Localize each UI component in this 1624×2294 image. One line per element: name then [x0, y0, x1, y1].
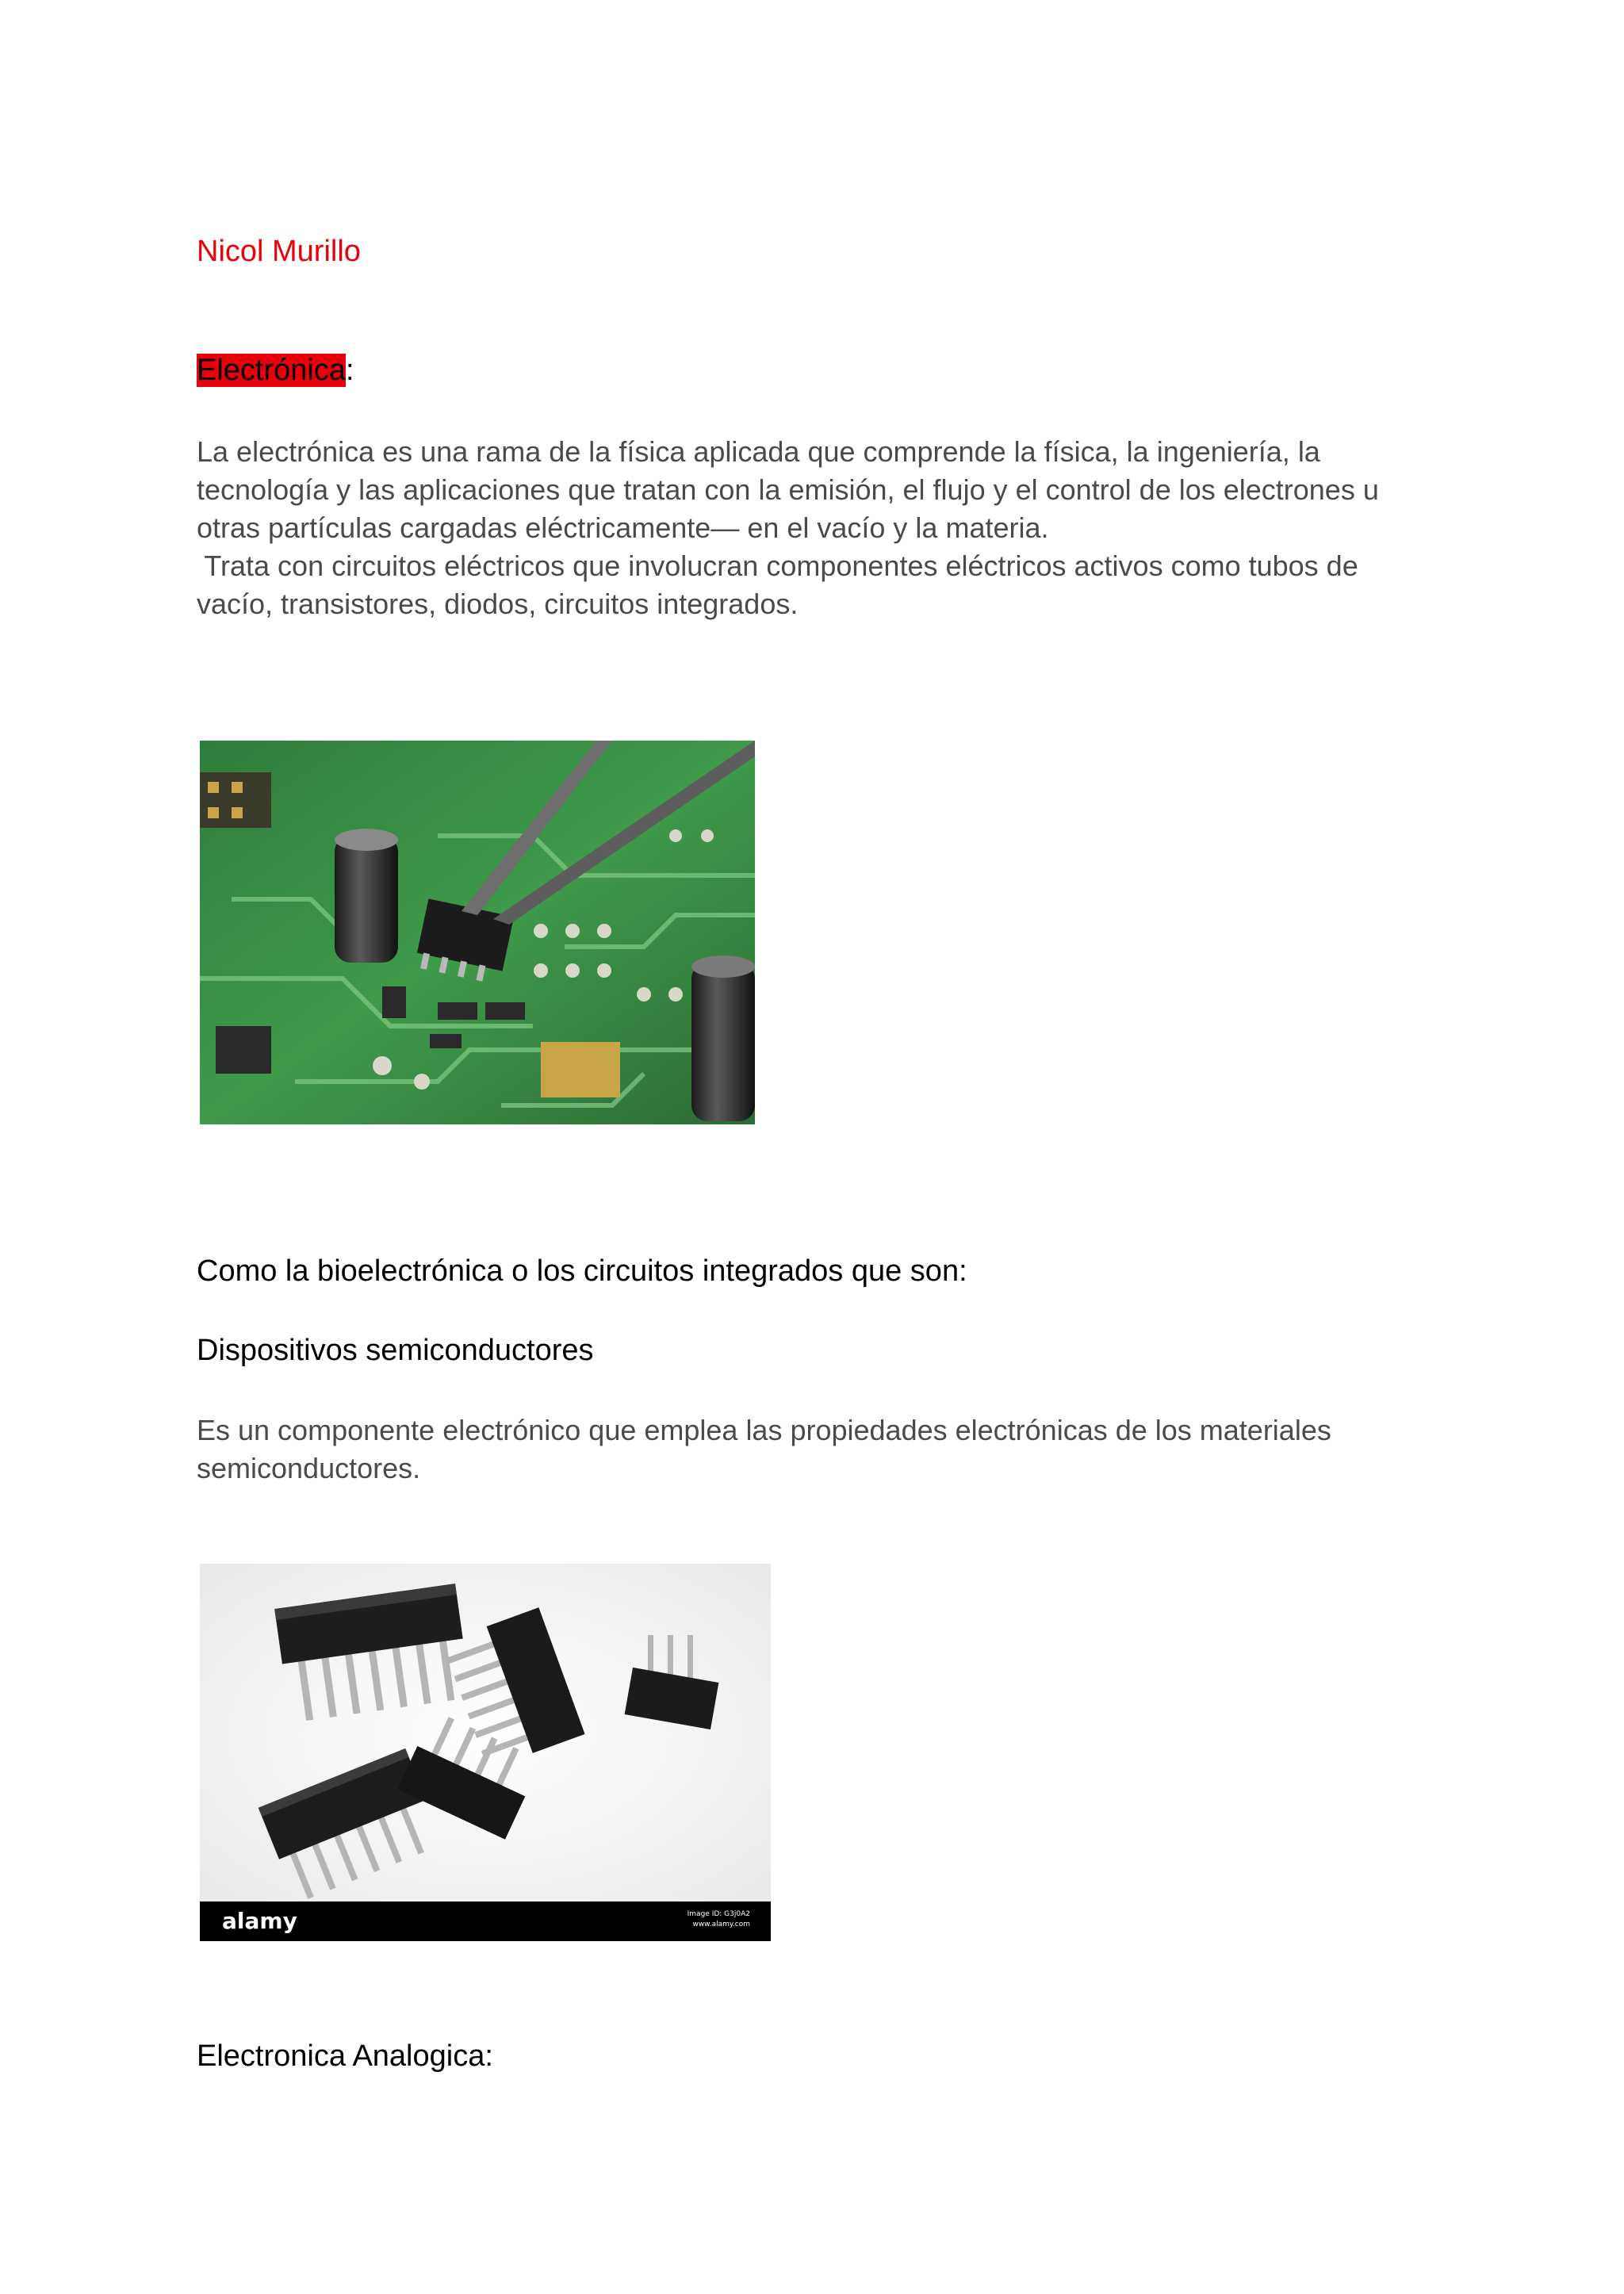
heading-colon: : — [345, 354, 354, 387]
intro-paragraph — [197, 433, 1434, 623]
section-heading-electronica — [197, 354, 354, 388]
semiconductor-paragraph — [197, 1411, 1434, 1488]
watermark-info — [688, 1909, 750, 1930]
stock-photo-watermark-bar — [200, 1901, 771, 1941]
circuit-board-photo — [200, 741, 755, 1124]
paragraph-line: vacío, transistores, diodos, circuitos integrados. — [197, 588, 799, 620]
alamy-logo: alamy — [222, 1908, 297, 1934]
author-name: Nicol Murillo — [197, 235, 361, 268]
paragraph-line: Trata con circuitos eléctricos que involucran componentes eléctricos activos como tubos de — [197, 550, 1358, 582]
subheading-semiconductores: Dispositivos semiconductores — [197, 1334, 594, 1367]
paragraph-line: tecnología y las aplicaciones que tratan con la emisión, el flujo y el control de los electrones u — [197, 473, 1379, 506]
watermark-image-id: Image ID: G3j0A2 — [687, 1910, 750, 1918]
watermark-site: www.alamy.com — [692, 1921, 750, 1928]
subheading-bioelectronica: Como la bioelectrónica o los circuitos integrados que son: — [197, 1254, 967, 1288]
paragraph-line: otras partículas cargadas eléctricamente— en el vacío y la materia. — [197, 511, 1049, 544]
integrated-circuits-photo — [200, 1564, 771, 1944]
paragraph-line: La electrónica es una rama de la física aplicada que comprende la física, la ingeniería, la — [197, 435, 1320, 468]
paragraph-line: Es un componente electrónico que emplea las propiedades electrónicas de los materiales — [197, 1414, 1331, 1446]
paragraph-line: semiconductores. — [197, 1452, 421, 1484]
subheading-electronica-analogica: Electronica Analogica: — [197, 2039, 493, 2073]
highlighted-heading-text: Electrónica — [197, 354, 346, 387]
